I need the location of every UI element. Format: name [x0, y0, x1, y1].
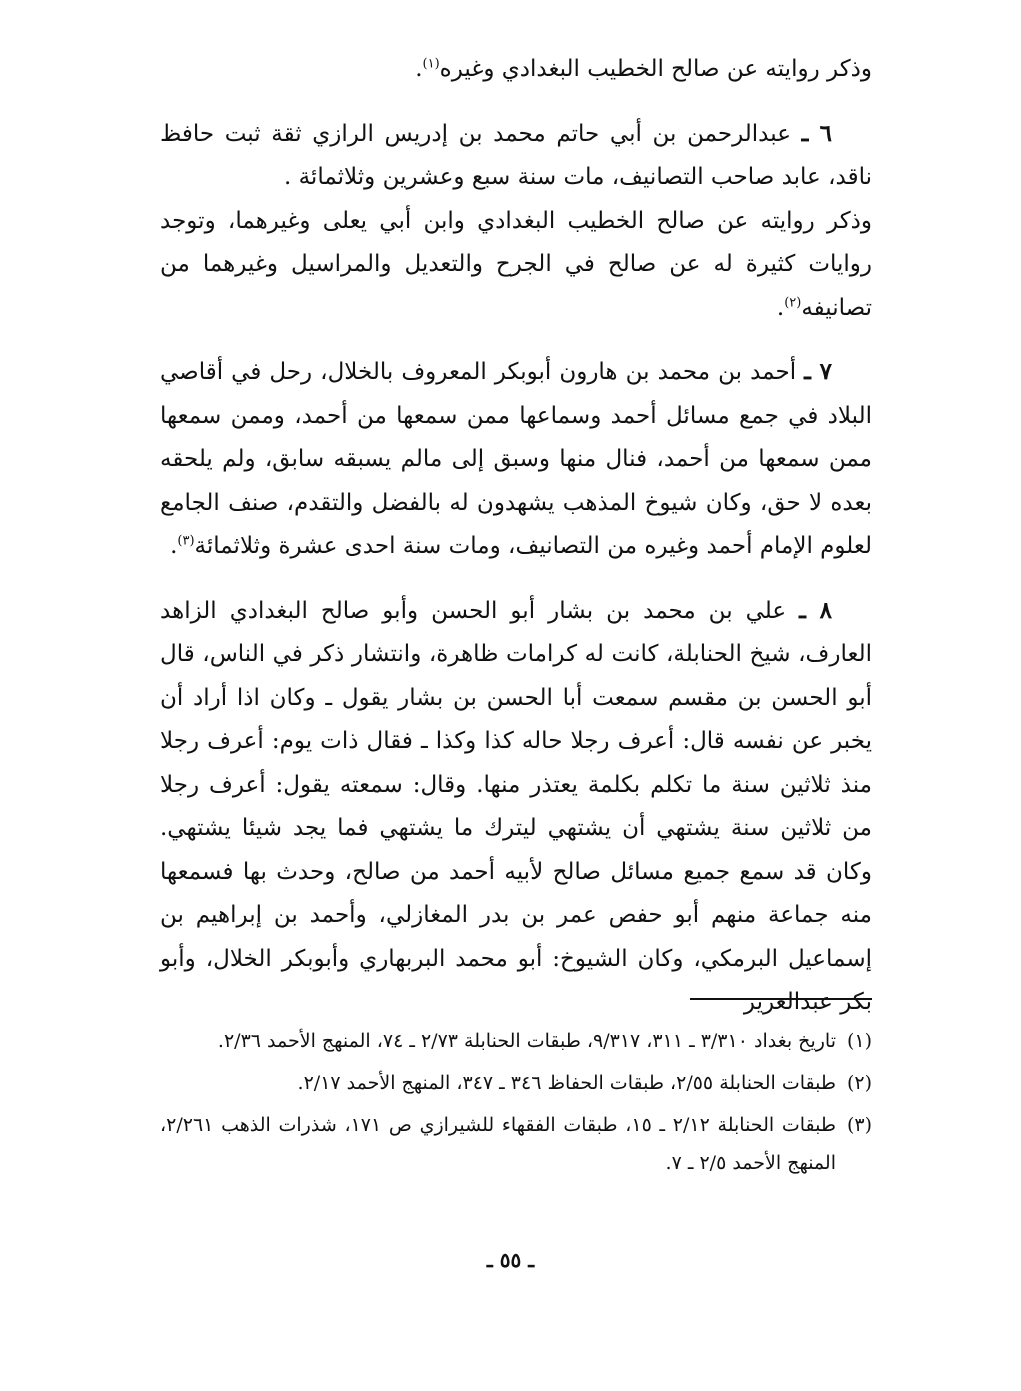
footnote-number: (٢) — [846, 1072, 872, 1094]
main-text — [160, 48, 872, 1025]
footnote-3 — [160, 1106, 872, 1182]
footnote-number: (٣) — [846, 1114, 872, 1136]
entry-number: ٧ ـ — [804, 358, 832, 385]
footnote-separator — [690, 998, 872, 1000]
entry-7: ٧ ـ أحمد بن محمد بن هارون أبوبكر المعروف بالخلال، رحل في أقاصي البلاد في جمع مسائل أحمد وسماعها ممن سمعها من أحمد، وممن سمعها ممن سمعها من أحمد، فنال منها وسبق إلى مالم يسبقه سابق، ولم يلحقه بعده لا حق، وكان شيوخ المذهب يشهدون له بالفضل والتقدم، صنف الجامع لعلوم الإمام أحمد وغيره من التصانيف، ومات سنة احدى عشرة وثلاثمائة$^{(٣)}$. — [160, 358, 872, 559]
entry-8 — [160, 589, 872, 1025]
footnote-text: طبقات الحنابلة ٢/١٢ ـ ١٥، طبقات الفقهاء للشيرازي ص ١٧١، شذرات الذهب ٢/٢٦١، المنهج الأحمد ٢/٥ ـ ٧. — [160, 1114, 836, 1174]
entry-text: عبدالرحمن بن أبي حاتم محمد بن إدريس الرازي ثقة ثبت حافظ ناقد، عابد صاحب التصانيف، مات سنة سبع وعشرين وثلاثمائة . — [160, 120, 872, 190]
footnote-ref: (١) — [422, 56, 440, 72]
footnote-2 — [160, 1064, 872, 1102]
footnotes — [160, 1022, 872, 1186]
paragraph-entry-6-note: وذكر روايته عن صالح الخطيب البغدادي وابن أبي يعلى وغيرهما، وتوجد روايات كثيرة له عن صالح في الجرح والتعديل والمراسيل وغيرهما من تصانيفه$^{(٢)}$. — [160, 207, 872, 321]
entry-6 — [160, 112, 872, 200]
footnote-1 — [160, 1022, 872, 1060]
paragraph-text: وذكر روايته عن صالح الخطيب البغدادي وغيره — [439, 56, 872, 82]
footnote-number: (١) — [846, 1030, 872, 1052]
page-number: ـ ٥٥ ـ — [486, 1248, 535, 1272]
footnote-ref: (٢) — [784, 294, 802, 310]
entry-text: أحمد بن محمد بن هارون أبوبكر المعروف بالخلال، رحل في أقاصي البلاد في جمع مسائل أحمد وسماعها ممن سمعها من أحمد، وممن سمعها ممن سمعها من أحمد، فنال منها وسبق إلى مالم يسبقه سابق، ولم يلحقه بعده لا حق، وكان شيوخ المذهب يشهدون له بالفضل والتقدم، صنف الجامع لعلوم الإمام أحمد وغيره من التصانيف، ومات سنة احدى عشرة وثلاثمائة — [160, 359, 872, 559]
footnote-text: طبقات الحنابلة ٢/٥٥، طبقات الحفاظ ٣٤٦ ـ ٣٤٧، المنهج الأحمد ٢/١٧. — [297, 1072, 836, 1094]
entry-number: ٨ ـ — [799, 596, 832, 624]
entry-number: ٦ ـ — [801, 119, 833, 147]
paragraph-intro: وذكر روايته عن صالح الخطيب البغدادي وغيره$^{(١)}$. — [415, 56, 872, 82]
footnote-ref: (٣) — [177, 533, 195, 549]
entry-text: علي بن محمد بن بشار أبو الحسن وأبو صالح البغدادي الزاهد العارف، شيخ الحنابلة، كانت له كرامات ظاهرة، وانتشار ذكر في الناس، قال أبو الحسن بن مقسم سمعت أبا الحسن بن بشار يقول ـ وكان اذا أراد أن يخبر عن نفسه قال: أعرف رجلا حاله كذا وكذا ـ فقال ذات يوم: أعرف رجلا منذ ثلاثين سنة ما تكلم بكلمة يعتذر منها. وقال: سمعته يقول: أعرف رجلا من ثلاثين سنة يشتهي أن يشتهي ليترك ما يشتهي فما يجد شيئا يشتهي. وكان قد سمع جميع مسائل صالح لأبيه أحمد من صالح، وحدث بها فسمعها منه جماعة منهم أبو حفص عمر بن بدر المغازلي، وأحمد بن إبراهيم بن إسماعيل البرمكي، وكان الشيوخ: أبو محمد البربهاري وأبوبكر الخلال، وأبو بكر عبدالعزيز — [160, 597, 872, 1015]
paragraph-text: وذكر روايته عن صالح الخطيب البغدادي وابن أبي يعلى وغيرهما، وتوجد روايات كثيرة له عن صالح في الجرح والتعديل والمراسيل وغيرهما من تصانيفه — [160, 207, 872, 321]
footnote-text: تاريخ بغداد ٣/٣١٠ ـ ٣١١، ٩/٣١٧، طبقات الحنابلة ٢/٧٣ ـ ٧٤، المنهج الأحمد ٢/٣٦. — [217, 1030, 836, 1052]
